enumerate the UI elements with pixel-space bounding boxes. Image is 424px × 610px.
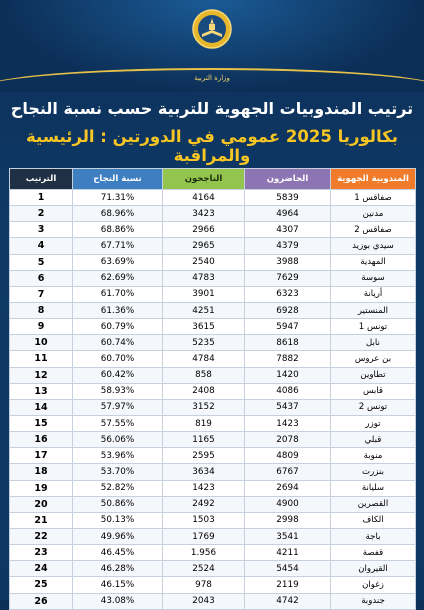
cell-passed: 1.956 xyxy=(163,545,245,561)
cell-rate: 61.36% xyxy=(73,302,163,318)
cell-present: 5947 xyxy=(245,319,331,335)
cell-passed: 5235 xyxy=(163,335,245,351)
column-header-rate: نسبة النجاح xyxy=(73,169,163,190)
table-row xyxy=(10,351,416,367)
table-body xyxy=(10,190,416,610)
cell-passed: 4783 xyxy=(163,270,245,286)
cell-rank: 10 xyxy=(10,335,73,351)
cell-rate: 57.97% xyxy=(73,399,163,415)
cell-present: 6323 xyxy=(245,286,331,302)
cell-present: 2998 xyxy=(245,512,331,528)
cell-region: سليانة xyxy=(331,480,416,496)
cell-present: 8618 xyxy=(245,335,331,351)
page-subtitle: بكالوريا 2025 عمومي في الدورتين : الرئيسية والمراقبة xyxy=(25,127,398,165)
ministry-caption: وزارة التربية xyxy=(194,74,230,82)
cell-rank: 18 xyxy=(10,464,73,480)
cell-passed: 1165 xyxy=(163,432,245,448)
cell-region: سوسة xyxy=(331,270,416,286)
cell-rank: 2 xyxy=(10,206,73,222)
table-row xyxy=(10,399,416,415)
table-row xyxy=(10,561,416,577)
cell-rate: 46.15% xyxy=(73,577,163,593)
cell-present: 1423 xyxy=(245,415,331,431)
cell-present: 5437 xyxy=(245,399,331,415)
table-row xyxy=(10,270,416,286)
cell-rate: 60.79% xyxy=(73,319,163,335)
page-title: ترتيب المندوبيات الجهوية للتربية حسب نسبة النجاح xyxy=(10,99,414,118)
cell-region: صفاقس 1 xyxy=(331,190,416,206)
cell-rank: 13 xyxy=(10,383,73,399)
ministry-emblem-icon xyxy=(191,8,233,50)
cell-rate: 56.06% xyxy=(73,432,163,448)
cell-rank: 26 xyxy=(10,593,73,609)
table-row xyxy=(10,448,416,464)
cell-passed: 978 xyxy=(163,577,245,593)
cell-present: 4307 xyxy=(245,222,331,238)
cell-region: قابس xyxy=(331,383,416,399)
cell-region: القيروان xyxy=(331,561,416,577)
cell-present: 7882 xyxy=(245,351,331,367)
cell-rank: 24 xyxy=(10,561,73,577)
cell-passed: 2524 xyxy=(163,561,245,577)
cell-rank: 25 xyxy=(10,577,73,593)
cell-region: باجة xyxy=(331,528,416,544)
cell-rank: 3 xyxy=(10,222,73,238)
cell-region: جندوبة xyxy=(331,593,416,609)
cell-rate: 61.70% xyxy=(73,286,163,302)
table-row xyxy=(10,496,416,512)
cell-rank: 20 xyxy=(10,496,73,512)
cell-passed: 858 xyxy=(163,367,245,383)
cell-present: 3541 xyxy=(245,528,331,544)
cell-rate: 53.70% xyxy=(73,464,163,480)
cell-passed: 2540 xyxy=(163,254,245,270)
cell-present: 6928 xyxy=(245,302,331,318)
table-row xyxy=(10,512,416,528)
cell-rank: 5 xyxy=(10,254,73,270)
table-row xyxy=(10,190,416,206)
cell-passed: 1769 xyxy=(163,528,245,544)
cell-rank: 7 xyxy=(10,286,73,302)
cell-passed: 2966 xyxy=(163,222,245,238)
table-header-row xyxy=(10,169,416,190)
cell-passed: 2043 xyxy=(163,593,245,609)
cell-present: 4211 xyxy=(245,545,331,561)
cell-rate: 60.74% xyxy=(73,335,163,351)
cell-present: 4964 xyxy=(245,206,331,222)
cell-region: توزر xyxy=(331,415,416,431)
cell-rank: 8 xyxy=(10,302,73,318)
cell-rate: 50.86% xyxy=(73,496,163,512)
cell-present: 4379 xyxy=(245,238,331,254)
table-row xyxy=(10,302,416,318)
table-row xyxy=(10,432,416,448)
cell-passed: 3423 xyxy=(163,206,245,222)
cell-region: سيدي بوزيد xyxy=(331,238,416,254)
cell-region: صفاقس 2 xyxy=(331,222,416,238)
cell-rank: 6 xyxy=(10,270,73,286)
cell-passed: 3901 xyxy=(163,286,245,302)
table-row xyxy=(10,593,416,609)
cell-region: زغوان xyxy=(331,577,416,593)
ranking-table xyxy=(9,168,416,610)
cell-rate: 71.31% xyxy=(73,190,163,206)
table-row xyxy=(10,415,416,431)
table-row xyxy=(10,286,416,302)
cell-present: 5839 xyxy=(245,190,331,206)
cell-rate: 50.13% xyxy=(73,512,163,528)
cell-rate: 63.69% xyxy=(73,254,163,270)
cell-rate: 60.42% xyxy=(73,367,163,383)
cell-rank: 22 xyxy=(10,528,73,544)
cell-region: تطاوين xyxy=(331,367,416,383)
table-row xyxy=(10,238,416,254)
cell-present: 2694 xyxy=(245,480,331,496)
cell-rate: 67.71% xyxy=(73,238,163,254)
cell-region: مدنين xyxy=(331,206,416,222)
cell-rate: 62.69% xyxy=(73,270,163,286)
table-row xyxy=(10,383,416,399)
cell-present: 3988 xyxy=(245,254,331,270)
table-row xyxy=(10,464,416,480)
cell-rank: 11 xyxy=(10,351,73,367)
cell-present: 4742 xyxy=(245,593,331,609)
cell-rate: 60.70% xyxy=(73,351,163,367)
cell-passed: 3152 xyxy=(163,399,245,415)
cell-rate: 68.86% xyxy=(73,222,163,238)
cell-rank: 19 xyxy=(10,480,73,496)
cell-rank: 16 xyxy=(10,432,73,448)
cell-region: قبلي xyxy=(331,432,416,448)
table-row xyxy=(10,254,416,270)
cell-rank: 1 xyxy=(10,190,73,206)
cell-region: بنزرت xyxy=(331,464,416,480)
cell-passed: 2595 xyxy=(163,448,245,464)
cell-region: قفصة xyxy=(331,545,416,561)
cell-rank: 14 xyxy=(10,399,73,415)
cell-present: 5454 xyxy=(245,561,331,577)
column-header-region: المندوبية الجهوية xyxy=(331,169,416,190)
cell-passed: 1503 xyxy=(163,512,245,528)
cell-passed: 3615 xyxy=(163,319,245,335)
cell-rate: 53.96% xyxy=(73,448,163,464)
cell-rank: 4 xyxy=(10,238,73,254)
table-row xyxy=(10,335,416,351)
table-row xyxy=(10,480,416,496)
column-header-rank: الترتيب xyxy=(10,169,73,190)
cell-rate: 46.45% xyxy=(73,545,163,561)
cell-rate: 52.82% xyxy=(73,480,163,496)
cell-rank: 21 xyxy=(10,512,73,528)
cell-rate: 43.08% xyxy=(73,593,163,609)
cell-passed: 4251 xyxy=(163,302,245,318)
cell-region: تونس 1 xyxy=(331,319,416,335)
cell-region: القصرين xyxy=(331,496,416,512)
column-header-passed: الناجحون xyxy=(163,169,245,190)
cell-rank: 17 xyxy=(10,448,73,464)
cell-rate: 58.93% xyxy=(73,383,163,399)
cell-present: 4809 xyxy=(245,448,331,464)
table-row xyxy=(10,367,416,383)
cell-region: نابل xyxy=(331,335,416,351)
cell-passed: 1423 xyxy=(163,480,245,496)
cell-rank: 12 xyxy=(10,367,73,383)
column-header-present: الحاضرون xyxy=(245,169,331,190)
cell-region: منوبة xyxy=(331,448,416,464)
cell-region: المنستير xyxy=(331,302,416,318)
cell-present: 4086 xyxy=(245,383,331,399)
table-row xyxy=(10,319,416,335)
table-row xyxy=(10,206,416,222)
ranking-table-container xyxy=(9,168,415,607)
cell-region: تونس 2 xyxy=(331,399,416,415)
cell-passed: 4784 xyxy=(163,351,245,367)
cell-rate: 46.28% xyxy=(73,561,163,577)
cell-present: 2078 xyxy=(245,432,331,448)
cell-present: 7629 xyxy=(245,270,331,286)
cell-rate: 57.55% xyxy=(73,415,163,431)
cell-rank: 23 xyxy=(10,545,73,561)
cell-passed: 4164 xyxy=(163,190,245,206)
table-row xyxy=(10,528,416,544)
cell-rank: 15 xyxy=(10,415,73,431)
cell-region: أريانة xyxy=(331,286,416,302)
cell-passed: 2492 xyxy=(163,496,245,512)
cell-passed: 819 xyxy=(163,415,245,431)
cell-region: بن عروس xyxy=(331,351,416,367)
table-row xyxy=(10,577,416,593)
cell-present: 4900 xyxy=(245,496,331,512)
cell-rate: 68.96% xyxy=(73,206,163,222)
cell-passed: 2965 xyxy=(163,238,245,254)
table-row xyxy=(10,545,416,561)
cell-region: الكاف xyxy=(331,512,416,528)
cell-passed: 3634 xyxy=(163,464,245,480)
cell-rank: 9 xyxy=(10,319,73,335)
cell-region: المهدية xyxy=(331,254,416,270)
table-row xyxy=(10,222,416,238)
cell-rate: 49.96% xyxy=(73,528,163,544)
cell-present: 2119 xyxy=(245,577,331,593)
cell-present: 6767 xyxy=(245,464,331,480)
cell-present: 1420 xyxy=(245,367,331,383)
cell-passed: 2408 xyxy=(163,383,245,399)
